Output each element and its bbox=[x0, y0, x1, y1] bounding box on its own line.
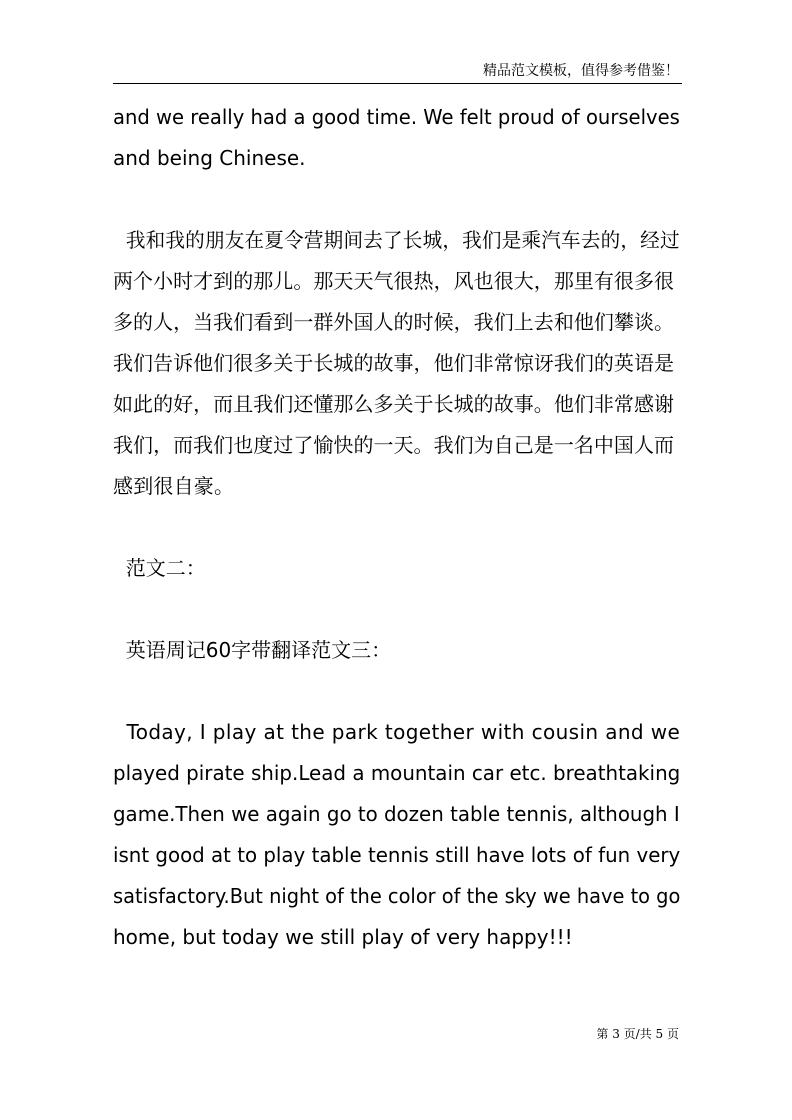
text-line: 两个小时才到的那儿。那天天气很热，风也很大，那里有很多很 bbox=[113, 269, 675, 293]
text-line: home, but today we still play of very happy!!! bbox=[113, 925, 573, 949]
text-line: satisfactory.But night of the color of the sky we have to go bbox=[113, 884, 681, 908]
text-line: Today, I play at the park together with cousin and we bbox=[113, 720, 681, 744]
document-body bbox=[113, 97, 680, 999]
paragraph-english-ending bbox=[113, 97, 680, 179]
text-line: 英语周记60字带翻译范文三： bbox=[113, 638, 392, 662]
paragraph-chinese-translation bbox=[113, 220, 680, 507]
text-line: 如此的好，而且我们还懂那么多关于长城的故事。他们非常感谢 bbox=[113, 392, 675, 416]
text-line: 感到很自豪。 bbox=[113, 474, 235, 498]
text-line: 我们，而我们也度过了愉快的一天。我们为自己是一名中国人而 bbox=[113, 433, 675, 457]
text-line: 范文二： bbox=[113, 556, 206, 580]
section-heading-sample-three bbox=[113, 630, 680, 671]
header-text: 精品范文模板，值得参考借鉴！ bbox=[483, 63, 679, 79]
text-line: isnt good at to play table tennis still have lots of fun very bbox=[113, 843, 681, 867]
section-heading-sample-two bbox=[113, 548, 680, 589]
header-divider bbox=[113, 83, 682, 84]
text-line: and we really had a good time. We felt proud of ourselves bbox=[113, 105, 680, 129]
text-line: 多的人，当我们看到一群外国人的时候，我们上去和他们攀谈。 bbox=[113, 310, 675, 334]
paragraph-english-diary bbox=[113, 712, 680, 958]
text-line: played pirate ship.Lead a mountain car etc. breathtaking bbox=[113, 761, 681, 785]
text-line: 我们告诉他们很多关于长城的故事，他们非常惊讶我们的英语是 bbox=[113, 351, 675, 375]
text-line: and being Chinese. bbox=[113, 146, 306, 170]
text-line: 我和我的朋友在夏令营期间去了长城，我们是乘汽车去的，经过 bbox=[113, 228, 680, 252]
text-line: game.Then we again go to dozen table tennis, although I bbox=[113, 802, 680, 826]
page-number: 第 3 页/共 5 页 bbox=[596, 1027, 679, 1041]
